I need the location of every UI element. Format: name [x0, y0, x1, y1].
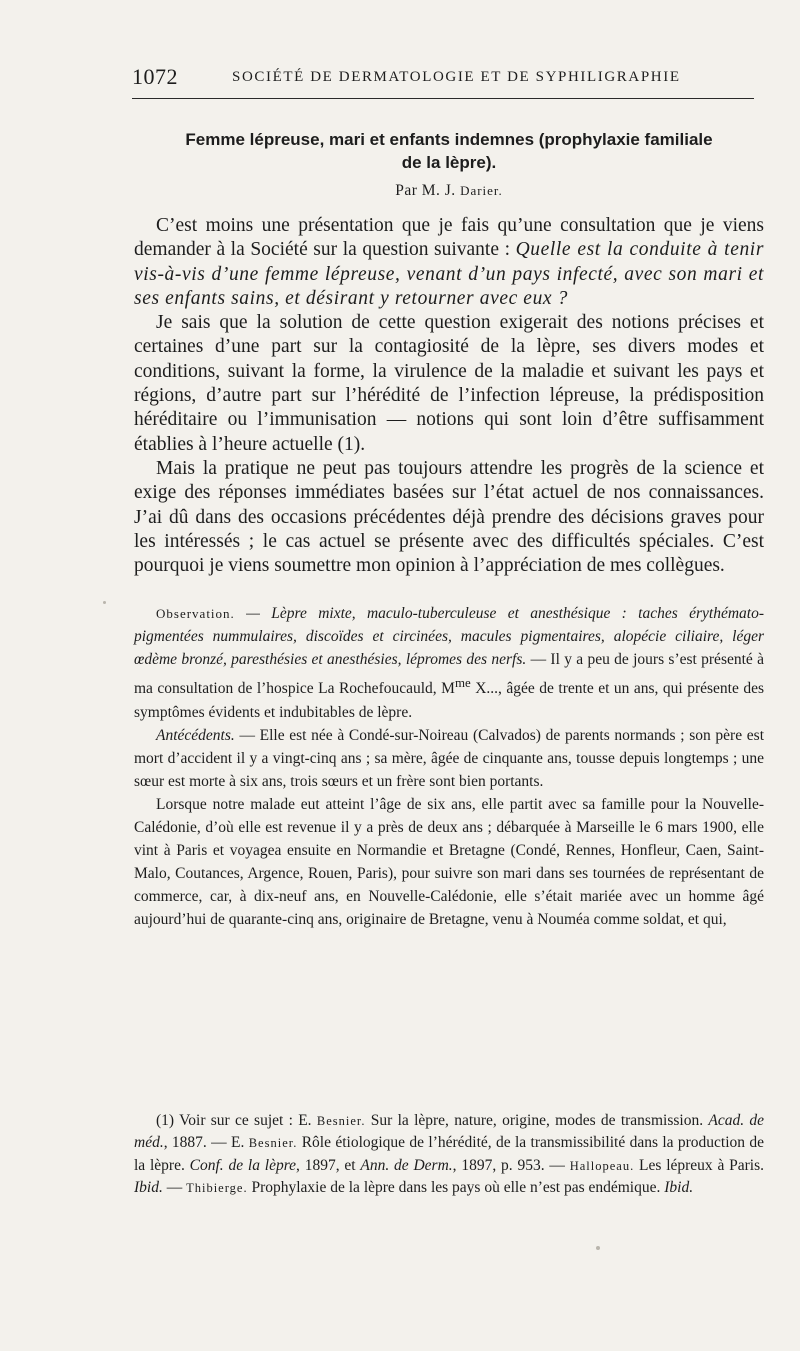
research-question: Quelle est la conduite à tenir vis-à-vis d’une femme lépreuse, venant d’un pays infecté, avec son mari et ses enfants sains, et désirant y retourner avec eux ?: [134, 239, 765, 309]
footnote-author: Hallopeau.: [569, 1158, 635, 1173]
footnote-text: (1) Voir sur ce sujet : E.: [156, 1112, 312, 1129]
footnote-text: Sur la lèpre, nature, origine, modes de transmission.: [365, 1112, 704, 1129]
footnote-1: [134, 1110, 764, 1199]
intro-p1-text: C’est moins une présentation que je fais qu’une consultation que je viens demander à la Société sur la question suivante :: [134, 215, 764, 261]
paper-speck: [103, 601, 106, 604]
intro-paragraph-1: [134, 214, 764, 311]
footnote-text: Les lépreux à Paris.: [634, 1156, 765, 1174]
observation-summary: — Lèpre mixte, maculo-tuberculeuse et anesthésique : taches érythémato-pigmentées nummulaires, discoïdes et circinées, macules pigmentaires, alopécie ciliaire, léger œdème bronzé, paresthésies et anesthésies, lépromes des nerfs.: [134, 605, 764, 669]
intro-paragraph-3: Mais la pratique ne peut pas toujours attendre les progrès de la science et exige des réponses immédiates basées sur l’état actuel de nos connaissances. J’ai dû dans des occasions précédentes déjà prendre des décisions graves pour les intéressés ; le cas actuel se présente avec des difficultés spéciales. C’est pourquoi je viens soumettre mon opinion à l’appréciation de mes collègues.: [134, 457, 764, 577]
footnote-source: Ibid.: [134, 1178, 163, 1196]
footnote-text: , 1897, p. 953. —: [452, 1156, 565, 1174]
paper-speck: [596, 1246, 600, 1250]
mme-superscript: me: [454, 675, 471, 691]
footnote-text: —: [162, 1178, 183, 1196]
article-body: [134, 128, 764, 931]
article-title-line2: de la lèpre).: [401, 153, 497, 172]
antecedents-text: — Elle est née à Condé-sur-Noireau (Calvados) de parents normands ; son père est mort d’accident il y a vingt-cinq ans ; sa mère, âgée de cinquante ans, tousse depuis longtemps ; une sœur est morte à six ans, trois sœurs et un frère sont bien portants.: [134, 726, 764, 790]
footnote-source: Conf. de la lèpre: [189, 1156, 297, 1174]
footnotes: [134, 1110, 764, 1199]
intro-paragraph-2: Je sais que la solution de cette question exigerait des notions précises et certaines d’une part sur la contagiosité de la lèpre, ses divers modes et conditions, suivant la forme, la virulence de la maladie et suivant les pays et régions, d’autre part sur l’hérédité de l’infection lépreuse, la prédisposition héréditaire ou l’immunisation — notions qui sont loin d’être suffisamment établies à l’heure actuelle (1).: [134, 312, 764, 455]
footnote-author: Besnier.: [316, 1114, 366, 1128]
footnote-author: Besnier.: [248, 1136, 298, 1151]
footnote-author: Thibierge.: [186, 1180, 248, 1195]
antecedents-paragraph: [134, 724, 764, 793]
footnote-source: Ann. de Derm.: [360, 1156, 453, 1174]
byline: [134, 182, 764, 200]
history-paragraph: Lorsque notre malade eut atteint l’âge de six ans, elle partit avec sa famille pour la Nouvelle-Calédonie, d’où elle est revenue il y a près de deux ans ; débarquée à Marseille le 6 mars 1900, elle vint à Paris et voyagea ensuite en Normandie et Bretagne (Condé, Rennes, Honfleur, Caen, Saint-Malo, Coutances, Argence, Rouen, Paris), pour suivre son mari dans ses tournées de représentant de commerce, car, à dix-neuf ans, en Nouvelle-Calédonie, elle s’était mariée avec un homme âgé aujourd’hui de quarante-cinq ans, originaire de Bretagne, venu à Nouméa comme soldat, et qui,: [134, 795, 764, 928]
observation-paragraph: [134, 602, 764, 723]
byline-prefix: Par M. J.: [395, 182, 456, 199]
article-title-line1: Femme lépreuse, mari et enfants indemnes (prophylaxie familiale: [185, 130, 713, 149]
footnote-source: Ibid.: [664, 1178, 694, 1196]
footnote-text: , 1897, et: [296, 1156, 356, 1174]
footnote-source: Acad. de méd.: [134, 1112, 765, 1152]
running-head-title: SOCIÉTÉ DE DERMATOLOGIE ET DE SYPHILIGRAPHIE: [232, 69, 681, 85]
footnote-text: Prophylaxie de la lèpre dans les pays où elle n’est pas endémique.: [247, 1178, 661, 1196]
observation-section: [134, 602, 764, 930]
page-number: 1072: [132, 64, 178, 89]
running-head: [132, 58, 754, 99]
observation-text-b: X..., âgée de trente et un ans, qui présente des symptômes évidents et indubitables de lèpre.: [134, 680, 765, 721]
antecedents-label: Antécédents.: [156, 726, 235, 744]
article-title: [134, 128, 764, 174]
observation-text-a: — Il y a peu de jours s’est présenté à ma consultation de l’hospice La Rochefoucauld, M: [134, 651, 764, 698]
footnote-text: Rôle étiologique de l’hérédité, de la transmissibilité dans la production de la lèpre.: [134, 1134, 765, 1174]
byline-author: Darier.: [460, 183, 503, 198]
footnote-text: , 1887. — E.: [163, 1134, 245, 1152]
observation-label: Observation.: [156, 606, 235, 622]
